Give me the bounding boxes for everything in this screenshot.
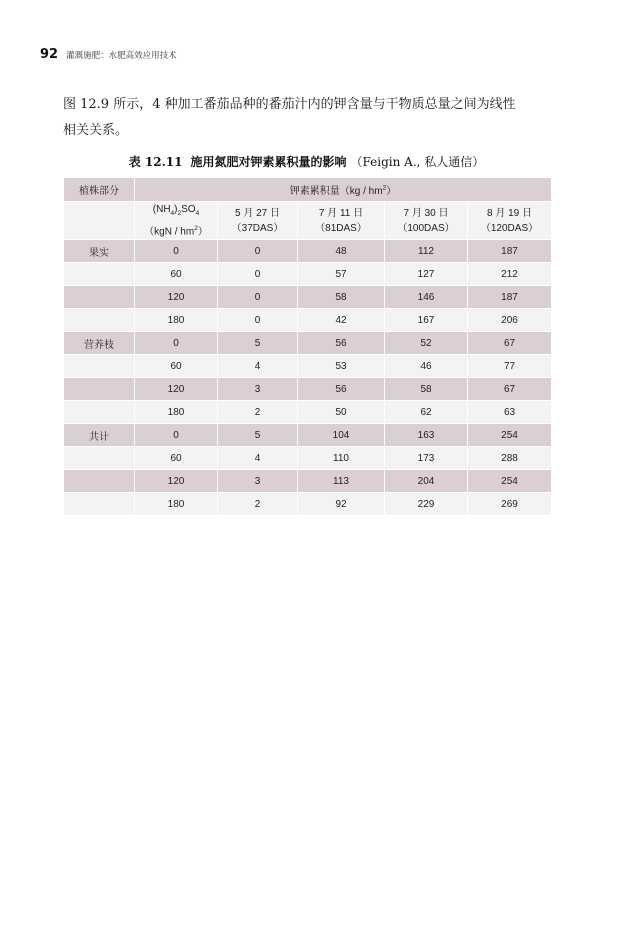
table-cell: 42 <box>298 309 385 332</box>
subheader-date-2: 7 月 11 日 （81DAS） <box>298 202 385 240</box>
table-cell: 5 <box>218 332 298 355</box>
table-cell: 46 <box>385 355 468 378</box>
table-cell: 3 <box>218 470 298 493</box>
subheader-date-4: 8 月 19 日 （120DAS） <box>468 202 552 240</box>
table-cell: 167 <box>385 309 468 332</box>
table-cell: 92 <box>298 493 385 516</box>
table-cell: 0 <box>218 240 298 263</box>
table-cell: 0 <box>135 240 218 263</box>
table-cell: 206 <box>468 309 552 332</box>
table-cell: 120 <box>135 470 218 493</box>
table-cell: 120 <box>135 286 218 309</box>
table-cell: 共计 <box>64 424 135 447</box>
table-cell <box>64 355 135 378</box>
table-cell: 60 <box>135 263 218 286</box>
table-cell: 57 <box>298 263 385 286</box>
table-cell <box>64 378 135 401</box>
table-cell: 2 <box>218 401 298 424</box>
table-cell: 果实 <box>64 240 135 263</box>
table-cell: 5 <box>218 424 298 447</box>
table-row <box>64 332 552 355</box>
table-cell: 2 <box>218 493 298 516</box>
table-cell: 3 <box>218 378 298 401</box>
table-cell: 50 <box>298 401 385 424</box>
table-cell: 77 <box>468 355 552 378</box>
table-cell: 48 <box>298 240 385 263</box>
table-cell: 187 <box>468 240 552 263</box>
table-cell <box>64 309 135 332</box>
table-title: 施用氮肥对钾素累积量的影响 <box>190 155 347 169</box>
table-cell: 146 <box>385 286 468 309</box>
table-cell: 113 <box>298 470 385 493</box>
table-row <box>64 309 552 332</box>
table-cell: 62 <box>385 401 468 424</box>
table-row <box>64 470 552 493</box>
subheader-n-rate: $(NH_4)_2SO_4$ $(kgN / hm^2)$ <box>135 202 218 240</box>
table-cell: 112 <box>385 240 468 263</box>
table-cell: 229 <box>385 493 468 516</box>
table-cell <box>64 470 135 493</box>
table-cell: 58 <box>385 378 468 401</box>
table-cell: 173 <box>385 447 468 470</box>
table-row <box>64 286 552 309</box>
table-cell: 288 <box>468 447 552 470</box>
table-cell: 53 <box>298 355 385 378</box>
table-cell: 4 <box>218 355 298 378</box>
table-cell: 56 <box>298 378 385 401</box>
table-cell: 60 <box>135 355 218 378</box>
table-cell: 58 <box>298 286 385 309</box>
table-row <box>64 263 552 286</box>
potassium-table <box>63 177 552 516</box>
table-cell: 67 <box>468 378 552 401</box>
table-cell: 204 <box>385 470 468 493</box>
table-cell <box>64 263 135 286</box>
table-cell: 0 <box>218 309 298 332</box>
table-cell: 52 <box>385 332 468 355</box>
table-caption <box>63 153 550 170</box>
table-source: （Feigin A., 私人通信） <box>350 155 485 169</box>
table-cell: 0 <box>135 424 218 447</box>
table-cell: 60 <box>135 447 218 470</box>
header-plant-part: 植株部分 <box>64 178 135 202</box>
table-cell <box>64 447 135 470</box>
table-row <box>64 378 552 401</box>
table-cell: 163 <box>385 424 468 447</box>
table-cell: 104 <box>298 424 385 447</box>
table-cell: 63 <box>468 401 552 424</box>
table-cell: 4 <box>218 447 298 470</box>
paragraph-line-2: 相关关系。 <box>63 123 129 138</box>
table-body <box>64 240 552 516</box>
table-cell: 180 <box>135 309 218 332</box>
table-cell: 180 <box>135 401 218 424</box>
subheader-date-1: 5 月 27 日 （37DAS） <box>218 202 298 240</box>
table-cell: 0 <box>135 332 218 355</box>
table-cell: 254 <box>468 424 552 447</box>
table-cell: 110 <box>298 447 385 470</box>
table-cell: 127 <box>385 263 468 286</box>
paragraph-line-1: 图 12.9 所示，4 种加工番茄品种的番茄汁内的钾含量与干物质总量之间为线性 <box>63 97 516 112</box>
table-row <box>64 355 552 378</box>
table-cell: 187 <box>468 286 552 309</box>
table-row <box>64 424 552 447</box>
table-cell: 120 <box>135 378 218 401</box>
table-cell: 0 <box>218 286 298 309</box>
body-paragraph <box>63 92 568 144</box>
table-cell: 269 <box>468 493 552 516</box>
table-cell: 212 <box>468 263 552 286</box>
table-cell <box>64 401 135 424</box>
table-number: 表 12.11 <box>128 155 183 169</box>
header-k-accumulation: 钾素累积量$(kg / hm^2)$ <box>135 178 552 202</box>
table-cell: 254 <box>468 470 552 493</box>
table-cell: 56 <box>298 332 385 355</box>
page-header <box>40 47 177 62</box>
table-row <box>64 447 552 470</box>
subheader-empty <box>64 202 135 240</box>
table-cell: 0 <box>218 263 298 286</box>
table-cell: 180 <box>135 493 218 516</box>
table-row <box>64 493 552 516</box>
page-number: 92 <box>40 47 59 62</box>
running-title: 灌溉施肥：水肥高效应用技术 <box>66 51 177 61</box>
table-row <box>64 401 552 424</box>
table-cell: 营养枝 <box>64 332 135 355</box>
table-cell <box>64 493 135 516</box>
subheader-date-3: 7 月 30 日 （100DAS） <box>385 202 468 240</box>
table-cell <box>64 286 135 309</box>
table-row <box>64 240 552 263</box>
table-cell: 67 <box>468 332 552 355</box>
